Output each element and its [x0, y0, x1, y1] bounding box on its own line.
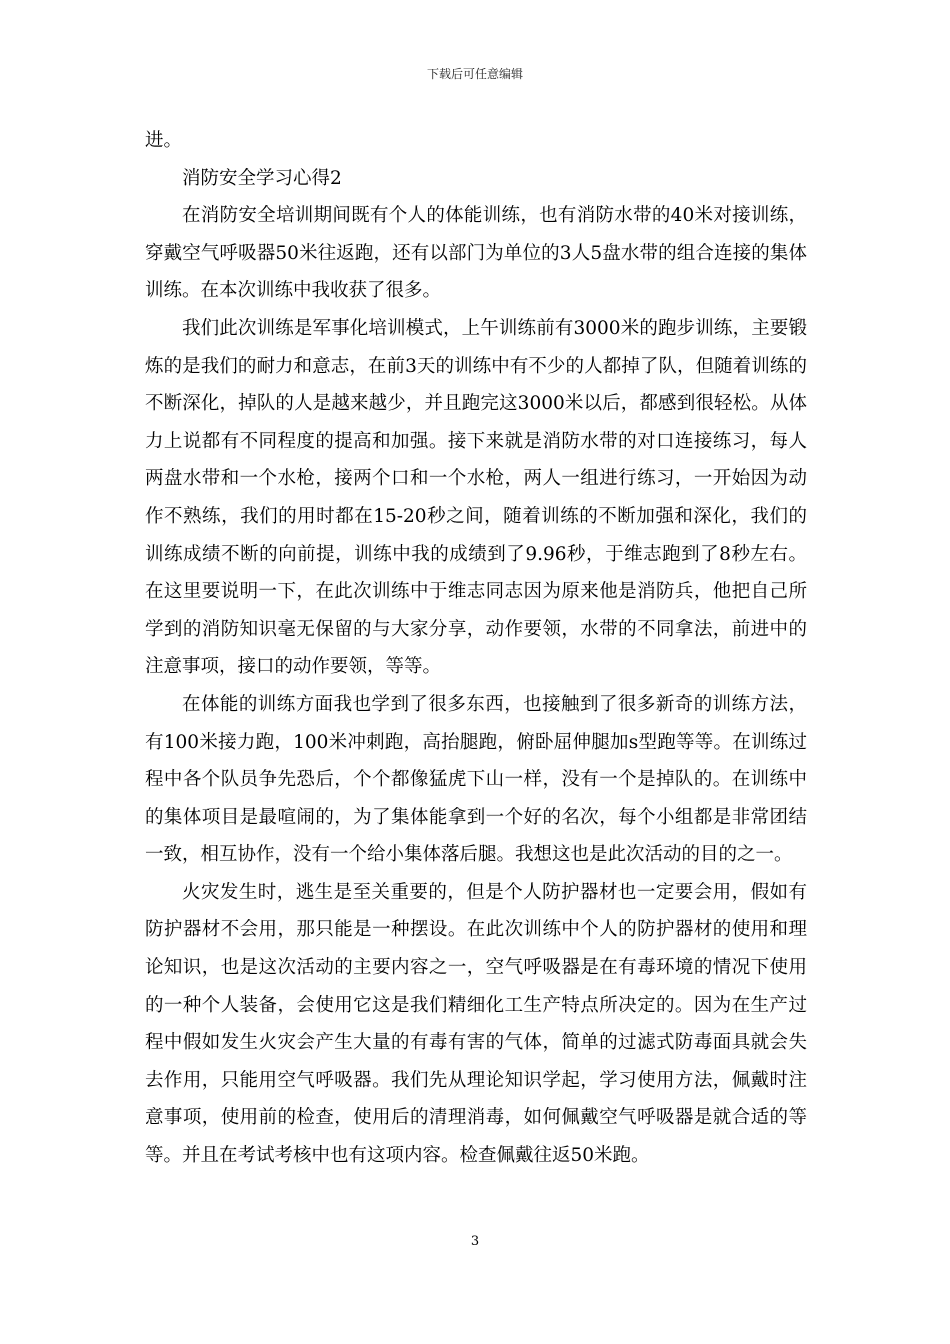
page-number: 3: [470, 1234, 480, 1249]
paragraph-continuation: 进。: [145, 130, 183, 151]
paragraph: 火灾发生时，逃生是至关重要的，但是个人防护器材也一定要会用，假如有防护器材不会用，那只能是一种摆设。在此次训练中个人的防护器材的使用和理论知识，也是这次活动的主要内容之一，空气呼吸器是在有毒环境的情况下使用的一种个人装备，会使用它这是我们精细化工生产特点所决定的。因为在生产过程中假如发生火灾会产生大量的有毒有害的气体，简单的过滤式防毒面具就会失去作用，只能用空气呼吸器。我们先从理论知识学起，学习使用方法，佩戴时注意事项，使用前的检查，使用后的清理消毒，如何佩戴空气呼吸器是就合适的等等。并且在考试考核中也有这项内容。检查佩戴往返50米跑。: [145, 881, 807, 1167]
section-heading: 消防安全学习心得2: [182, 167, 342, 189]
paragraph: 在体能的训练方面我也学到了很多东西，也接触到了很多新奇的训练方法，有100米接力跑，100米冲刺跑，高抬腿跑，俯卧屈伸腿加s型跑等等。在训练过程中各个队员争先恐后，个个都像猛虎下山一样，没有一个是掉队的。在训练中的集体项目是最喧闹的，为了集体能拿到一个好的名次，每个小组都是非常团结一致，相互协作，没有一个给小集体落后腿。我想这也是此次活动的目的之一。: [145, 693, 807, 866]
paragraph: 在消防安全培训期间既有个人的体能训练，也有消防水带的40米对接训练，穿戴空气呼吸器50米往返跑，还有以部门为单位的3人5盘水带的组合连接的集体训练。在本次训练中我收获了很多。: [145, 205, 807, 302]
header-note: 下载后可任意编辑: [426, 67, 523, 81]
paragraph: 我们此次训练是军事化培训模式，上午训练前有3000米的跑步训练，主要锻炼的是我们的耐力和意志，在前3天的训练中有不少的人都掉了队，但随着训练的不断深化，掉队的人是越来越少，并且跑完这3000米以后，都感到很轻松。从体力上说都有不同程度的提高和加强。接下来就是消防水带的对口连接练习，每人两盘水带和一个水枪，接两个口和一个水枪，两人一组进行练习，一开始因为动作不熟练，我们的用时都在15-20秒之间，随着训练的不断加强和深化，我们的训练成绩不断的向前提，训练中我的成绩到了9.96秒，于维志跑到了8秒左右。在这里要说明一下，在此次训练中于维志同志因为原来他是消防兵，他把自己所学到的消防知识毫无保留的与大家分享，动作要领，水带的不同拿法，前进中的注意事项，接口的动作要领，等等。: [145, 317, 807, 678]
document-body: [145, 122, 807, 1175]
